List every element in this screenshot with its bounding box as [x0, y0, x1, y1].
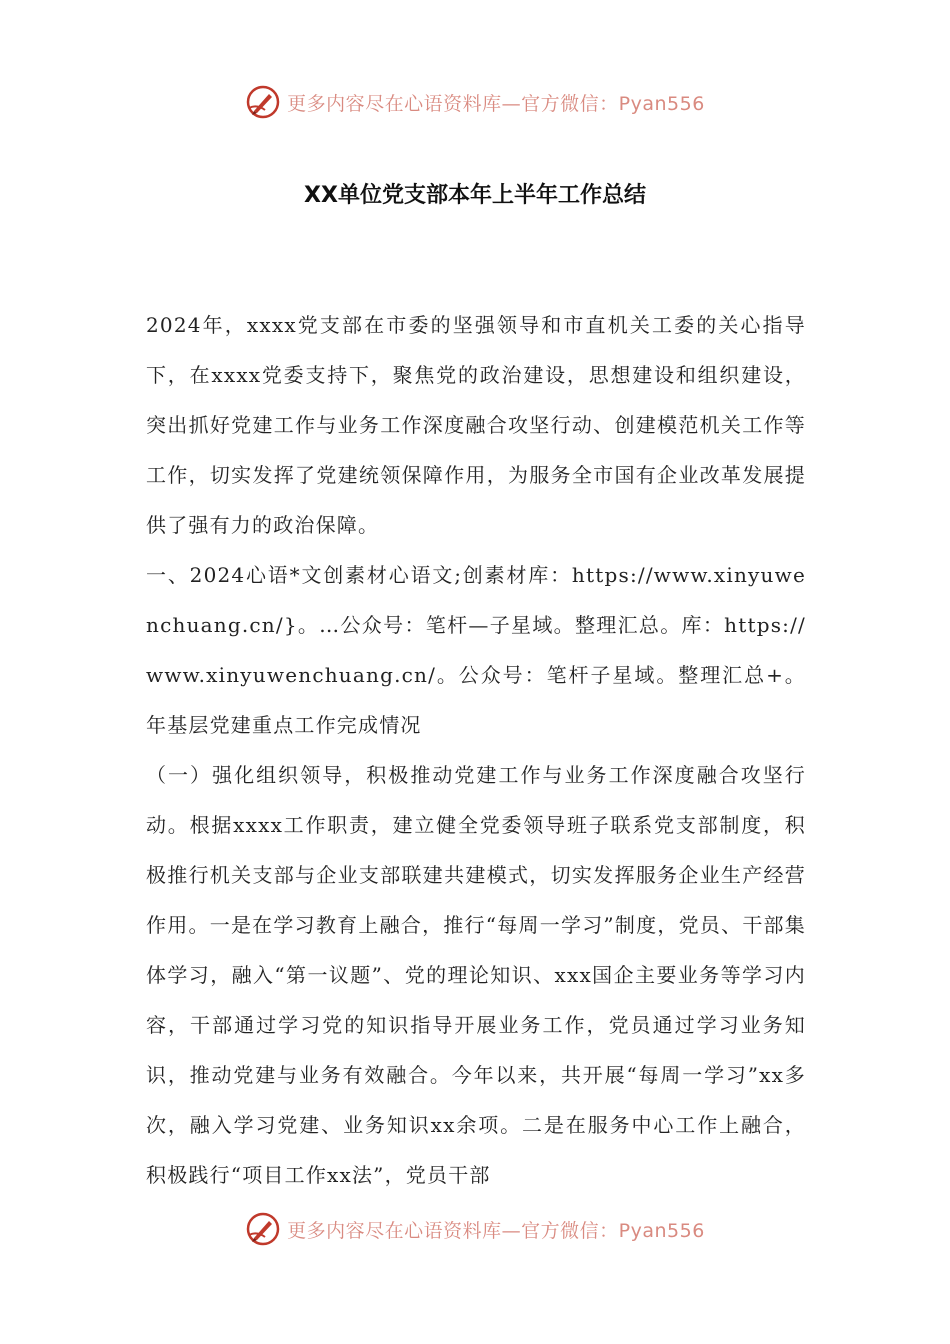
pen-logo-icon: [245, 84, 281, 120]
footer-banner: [0, 1209, 950, 1249]
document-title: XX单位党支部本年上半年工作总结: [304, 183, 646, 208]
wechat-id: Pyan556: [618, 1219, 705, 1242]
paragraph-subsection-1: （一）强化组织领导，积极推动党建工作与业务工作深度融合攻坚行动。根据xxxx工作职责，建立健全党委领导班子联系党支部制度，积极推行机关支部与企业支部联建共建模式，切实发挥服务企业生产经营作用。一是在学习教育上融合，推行“每周一学习”制度，党员、干部集体学习，融入“第一议题”、党的理论知识、xxx国企主要业务等学习内容，干部通过学习党的知识指导开展业务工作，党员通过学习业务知识，推动党建与业务有效融合。今年以来，共开展“每周一学习”xx多次，融入学习党建、业务知识xx余项。二是在服务中心工作上融合，积极践行“项目工作xx法”，党员干部: [146, 763, 806, 1187]
paragraph-intro: 2024年，xxxx党支部在市委的坚强领导和市直机关工委的关心指导下，在xxxx党委支持下，聚焦党的政治建设，思想建设和组织建设，突出抓好党建工作与业务工作深度融合攻坚行动、创建模范机关工作等工作，切实发挥了党建统领保障作用，为服务全市国有企业改革发展提供了强有力的政治保障。: [146, 313, 806, 537]
banner-text: 更多内容尽在心语资料库—官方微信：Pyan556: [287, 1219, 705, 1242]
pen-logo-icon: [245, 1211, 281, 1247]
paragraph-section-heading: 一、2024心语*文创素材心语文;创素材库：https://www.xinyuwenchuang.cn/}。…公众号：笔杆—子星域。整理汇总。库：https://www.xinyuwenchuang.cn/。公众号：笔杆子星域。整理汇总+。年基层党建重点工作完成情况: [146, 563, 806, 737]
wechat-id: Pyan556: [618, 92, 705, 115]
banner-text: 更多内容尽在心语资料库—官方微信：Pyan556: [287, 92, 705, 115]
document-body: [146, 300, 806, 1200]
header-banner: [0, 82, 950, 122]
